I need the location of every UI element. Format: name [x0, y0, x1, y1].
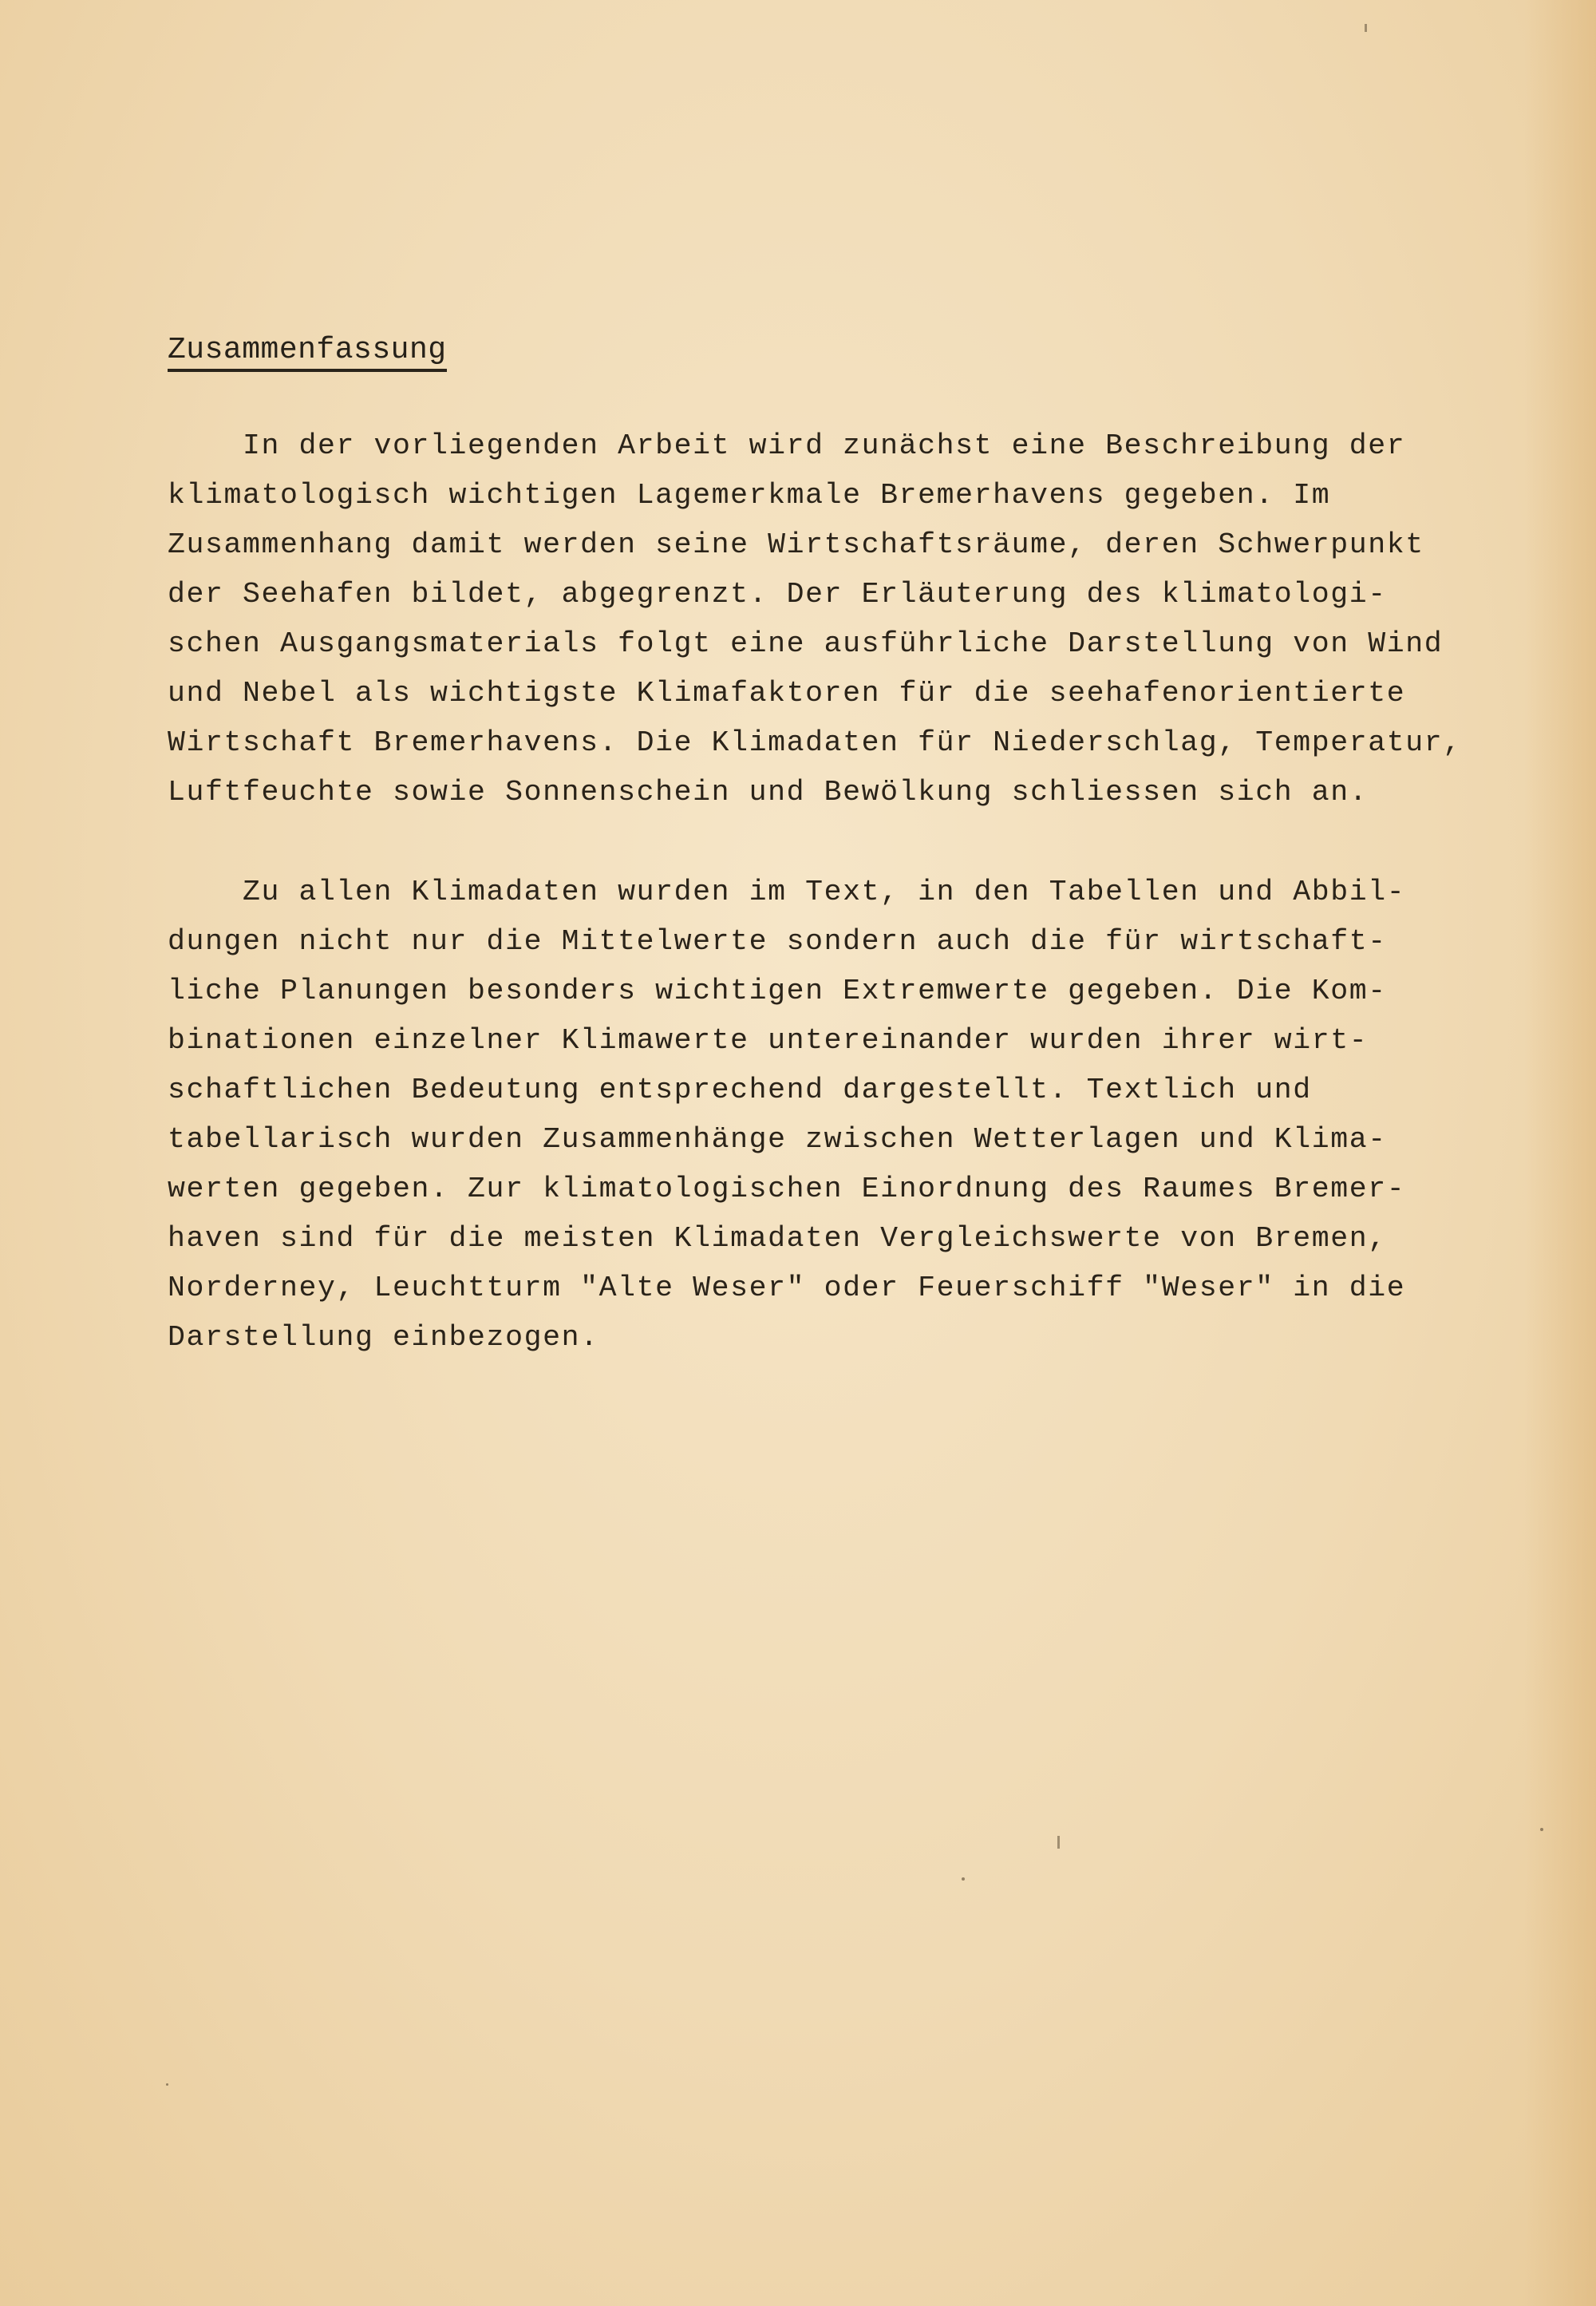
paragraph-2 [168, 868, 1556, 1363]
text-line: der Seehafen bildet, abgegrenzt. Der Erläuterung des klimatologi- [168, 578, 1387, 611]
paper-speck [962, 1877, 965, 1881]
paragraph-1 [168, 421, 1556, 817]
paper-speck [166, 2083, 168, 2086]
text-line: schaftlichen Bedeutung entsprechend dargestellt. Textlich und [168, 1074, 1312, 1106]
text-line: werten gegeben. Zur klimatologischen Einordnung des Raumes Bremer- [168, 1173, 1406, 1205]
text-line: Darstellung einbezogen. [168, 1321, 599, 1354]
text-line: haven sind für die meisten Klimadaten Vergleichswerte von Bremen, [168, 1222, 1387, 1255]
text-line: und Nebel als wichtigste Klimafaktoren für die seehafenorientierte [168, 677, 1406, 710]
text-line: klimatologisch wichtigen Lagemerkmale Bremerhavens gegeben. Im [168, 479, 1331, 512]
text-line: Wirtschaft Bremerhavens. Die Klimadaten für Niederschlag, Temperatur, [168, 726, 1462, 759]
text-line: Zusammenhang damit werden seine Wirtschaftsräume, deren Schwerpunkt [168, 528, 1424, 561]
text-line: dungen nicht nur die Mittelwerte sondern auch die für wirtschaft- [168, 925, 1387, 958]
paper-scratch [1365, 24, 1367, 32]
text-line: tabellarisch wurden Zusammenhänge zwischen Wetterlagen und Klima- [168, 1123, 1387, 1156]
text-line: Norderney, Leuchtturm "Alte Weser" oder Feuerschiff "Weser" in die [168, 1272, 1406, 1304]
text-line: schen Ausgangsmaterials folgt eine ausführliche Darstellung von Wind [168, 627, 1444, 660]
text-line: liche Planungen besonders wichtigen Extremwerte gegeben. Die Kom- [168, 975, 1387, 1007]
text-line: Zu allen Klimadaten wurden im Text, in den Tabellen und Abbil- [168, 876, 1406, 908]
text-line: Luftfeuchte sowie Sonnenschein und Bewölkung schliessen sich an. [168, 776, 1369, 809]
paper-speck [1540, 1828, 1543, 1831]
text-line: binationen einzelner Klimawerte untereinander wurden ihrer wirt- [168, 1024, 1369, 1057]
section-heading: Zusammenfassung [168, 332, 447, 372]
paper-scratch [1057, 1836, 1060, 1849]
text-line: In der vorliegenden Arbeit wird zunächst eine Beschreibung der [168, 429, 1406, 462]
